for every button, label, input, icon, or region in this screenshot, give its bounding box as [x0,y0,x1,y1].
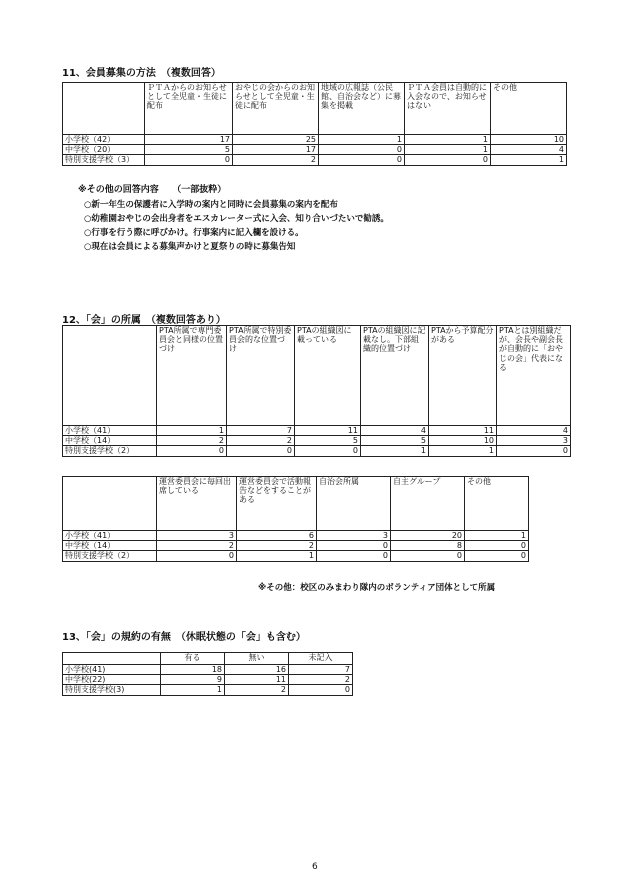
header-corner [63,477,157,531]
table-row [63,541,529,551]
row-label: 特別支援学校（2） [63,446,157,456]
table-cell: 3 [497,436,571,446]
column-header: PTAから予算配分がある [429,326,497,426]
table-cell: 11 [225,675,289,685]
row-label: 小学校(41) [63,665,161,675]
table-cell: 3 [157,531,237,541]
table-cell: 2 [289,675,353,685]
table-cell: 0 [391,551,465,561]
column-header: 自治会所属 [317,477,391,531]
table-cell: 1 [319,135,405,145]
row-label: 中学校(22) [63,675,161,685]
table-cell: 7 [289,665,353,675]
table-row [63,531,529,541]
table-cell: 2 [225,685,289,695]
list-item: ○新一年生の保護者に入学時の案内と同時に会員募集の案内を配布 [84,200,338,210]
table-cell: 5 [295,436,361,446]
table-cell: 1 [157,426,227,436]
table-cell: 5 [145,145,233,155]
column-header: 地域の広報誌（公民館、自治会など）に募集を掲載 [319,83,405,135]
table-cell: 0 [157,446,227,456]
column-header: 運営委員会に毎回出席している [157,477,237,531]
column-header: ＰＴＡからのお知らせとして全児童・生徒に配布 [145,83,233,135]
table-cell: 17 [233,145,319,155]
table-cell: 20 [391,531,465,541]
table-cell: 0 [405,155,491,165]
table-cell: 18 [161,665,225,675]
table-cell: 0 [227,446,295,456]
table-cell: 1 [161,685,225,695]
column-header: 運営委員会で活動報告などをすることがある [237,477,317,531]
section-12-table-1 [62,325,571,457]
table-cell: 1 [361,446,429,456]
table-cell: 2 [227,436,295,446]
section-13-table [62,652,353,696]
table-cell: 6 [237,531,317,541]
table-cell: 2 [237,541,317,551]
header-corner [63,83,145,135]
table-cell: 0 [295,446,361,456]
table-cell: 0 [319,155,405,165]
table-cell: 11 [429,426,497,436]
row-label: 小学校（41） [63,531,157,541]
table-row [63,155,567,165]
table-cell: 9 [161,675,225,685]
row-label: 中学校（14） [63,436,157,446]
table-cell: 4 [497,426,571,436]
table-cell: 8 [391,541,465,551]
column-header: その他 [491,83,567,135]
section-11-title: 11、会員募集の方法 （複数回答） [62,68,221,79]
table-cell: 2 [157,436,227,446]
column-header: PTAの組織図に載っている [295,326,361,426]
list-item: ○行事を行う際に呼びかけ。行事案内に記入欄を設ける。 [84,228,304,238]
page-number: 6 [312,862,318,872]
column-header: PTAの組織図に記載なし。下部組織的位置づけ [361,326,429,426]
table-cell: 2 [157,541,237,551]
table-cell: 5 [361,436,429,446]
row-label: 中学校（14） [63,541,157,551]
row-label: 特別支援学校（2） [63,551,157,561]
column-header: その他 [465,477,529,531]
column-header: PTAとは別組織だが、会長や副会長が自動的に「おやじの会」代表になる [497,326,571,426]
table-cell: 1 [491,155,567,165]
row-label: 小学校（42） [63,135,145,145]
table-row [63,145,567,155]
row-label: 特別支援学校(3) [63,685,161,695]
table-cell: 1 [429,446,497,456]
table-header-row [63,83,567,135]
column-header: おやじの会からのお知らせとして全児童・生徒に配布 [233,83,319,135]
table-row [63,551,529,561]
table-cell: 17 [145,135,233,145]
column-header: ＰＴＡ会員は自動的に入会なので、お知らせはない [405,83,491,135]
table-cell: 0 [465,541,529,551]
table-cell: 0 [157,551,237,561]
table-cell: 11 [295,426,361,436]
row-label: 中学校（20） [63,145,145,155]
table-cell: 7 [227,426,295,436]
column-header: 無い [225,653,289,665]
table-cell: 1 [405,135,491,145]
column-header: 未記入 [289,653,353,665]
table-header-row [63,477,529,531]
table-cell: 1 [237,551,317,561]
table-row [63,426,571,436]
column-header: 有る [161,653,225,665]
table-row [63,675,353,685]
table-cell: 0 [497,446,571,456]
table-cell: 4 [361,426,429,436]
table-cell: 2 [233,155,319,165]
header-corner [63,653,161,665]
table-row [63,685,353,695]
table-cell: 0 [145,155,233,165]
table-row [63,446,571,456]
section-12-title: 12、「会」の所属 （複数回答あり） [62,315,226,326]
table-cell: 0 [319,145,405,155]
section-11-note-heading: ※その他の回答内容 （一部抜粋） [78,185,227,195]
table-cell: 0 [465,551,529,561]
section-11-table [62,82,567,166]
table-header-row [63,653,353,665]
list-item: ○幼稚園おやじの会出身者をエスカレーター式に入会、知り合いづたいで勧誘。 [84,214,389,224]
table-header-row [63,326,571,426]
table-cell: 4 [491,145,567,155]
table-row [63,436,571,446]
header-corner [63,326,157,426]
table-cell: 0 [289,685,353,695]
section-11-note-list [84,198,389,254]
table-cell: 0 [317,551,391,561]
list-item: ○現在は会員による募集声かけと夏祭りの時に募集告知 [84,242,296,252]
column-header: 自主グループ [391,477,465,531]
section-12-table-2 [62,476,529,562]
table-cell: 1 [405,145,491,155]
table-cell: 1 [465,531,529,541]
table-cell: 10 [491,135,567,145]
row-label: 小学校（41） [63,426,157,436]
row-label: 特別支援学校（3） [63,155,145,165]
table-cell: 3 [317,531,391,541]
table-cell: 16 [225,665,289,675]
column-header: PTA所属で特別委員会的な位置づけ [227,326,295,426]
section-13-title: 13、「会」の規約の有無 （休眠状態の「会」も含む） [62,632,306,643]
table-cell: 0 [317,541,391,551]
section-12-note: ※その他：校区のみまわり隊内のボランティア団体として所属 [258,583,496,593]
table-row [63,665,353,675]
column-header: PTA所属で専門委員会と同様の位置づけ [157,326,227,426]
table-cell: 25 [233,135,319,145]
table-row [63,135,567,145]
table-cell: 10 [429,436,497,446]
